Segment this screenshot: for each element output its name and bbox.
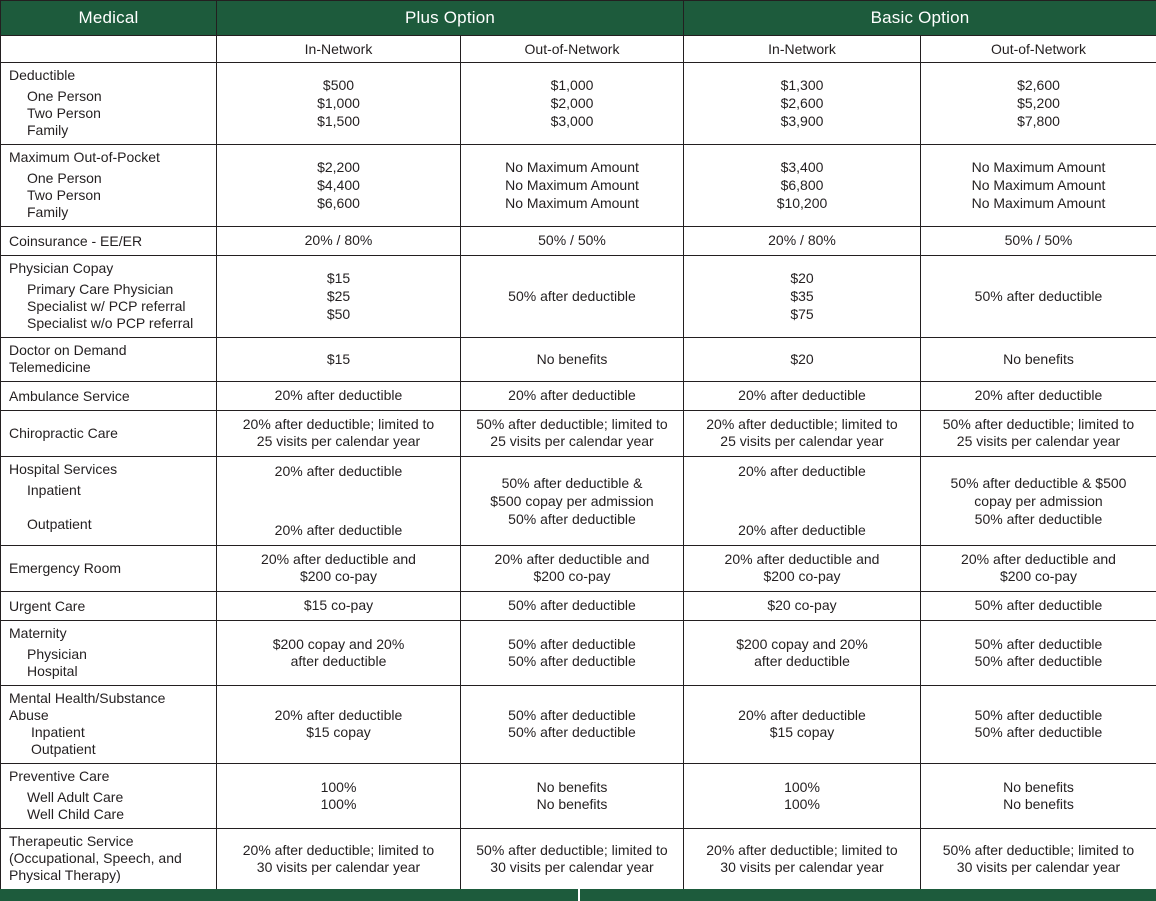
- cell-line: $50: [221, 305, 456, 323]
- cell-line: 20% after deductible; limited to: [688, 416, 916, 433]
- cell-line: 50% after deductible; limited to: [925, 842, 1152, 859]
- row-label: [1, 457, 217, 546]
- cell-line: 50% after deductible: [925, 724, 1152, 741]
- cell-line: $200 co-pay: [221, 568, 456, 585]
- cell-line: 20% after deductible and: [688, 551, 916, 568]
- cell-basic-out-of-network: [921, 764, 1156, 829]
- cell-line: $200 co-pay: [925, 568, 1152, 585]
- cell-line: 50% after deductible: [465, 288, 679, 305]
- cell-line: No benefits: [925, 796, 1152, 813]
- row-label-main-cont: Abuse: [9, 707, 216, 724]
- cell-line: 25 visits per calendar year: [465, 433, 679, 450]
- row-label-main-cont: Physical Therapy): [9, 867, 216, 884]
- cell-line: $6,800: [688, 176, 916, 194]
- table-row: [1, 338, 1156, 382]
- cell-line: 100%: [688, 779, 916, 796]
- cell-line: $1,000: [221, 94, 456, 112]
- cell-line: $4,400: [221, 176, 456, 194]
- table-header: [1, 1, 1156, 63]
- row-label: [1, 621, 217, 686]
- cell-line: 50% / 50%: [925, 232, 1152, 249]
- row-label-sub: Outpatient: [9, 741, 216, 758]
- row-label-sub: Inpatient: [9, 724, 216, 741]
- row-label-main: Emergency Room: [9, 560, 216, 577]
- cell-line: $200 copay and 20%: [688, 636, 916, 653]
- cell-line: 20% / 80%: [221, 232, 456, 249]
- cell-line: $15 co-pay: [221, 597, 456, 614]
- cell-line: 50% after deductible: [465, 636, 679, 653]
- cell-line: 20% after deductible: [221, 462, 456, 480]
- row-label-main: Deductible: [9, 67, 216, 84]
- cell-plus-in-network: [217, 829, 461, 890]
- cell-line: $500: [221, 76, 456, 94]
- cell-line: 100%: [688, 796, 916, 813]
- cell-basic-in-network: [684, 546, 921, 592]
- cell-plus-out-of-network: [461, 338, 684, 382]
- cell-plus-in-network: [217, 227, 461, 256]
- table-row: [1, 592, 1156, 621]
- cell-line: 50% after deductible; limited to: [465, 842, 679, 859]
- cell-line: 30 visits per calendar year: [688, 859, 916, 876]
- table-row: [1, 411, 1156, 457]
- cell-line: No Maximum Amount: [465, 176, 679, 194]
- cell-line: 20% after deductible: [465, 387, 679, 404]
- cell-line: $2,600: [688, 94, 916, 112]
- cell-line: 20% after deductible and: [925, 551, 1152, 568]
- cell-line: No benefits: [465, 351, 679, 368]
- cell-line: No benefits: [465, 796, 679, 813]
- table-row: [1, 546, 1156, 592]
- row-label: [1, 63, 217, 145]
- cell-plus-out-of-network: [461, 411, 684, 457]
- cell-line: $15 copay: [688, 724, 916, 741]
- footer-bar-left-segment: [0, 889, 578, 901]
- row-label-sub: Well Adult Care: [9, 789, 216, 806]
- cell-line: $200 co-pay: [465, 568, 679, 585]
- cell-line: 20% after deductible: [688, 462, 916, 480]
- row-label-main: Doctor on Demand: [9, 342, 216, 359]
- table-row: [1, 145, 1156, 227]
- row-label: [1, 592, 217, 621]
- cell-plus-in-network: [217, 621, 461, 686]
- cell-line: 30 visits per calendar year: [221, 859, 456, 876]
- cell-line: $6,600: [221, 194, 456, 212]
- row-label: [1, 382, 217, 411]
- cell-line: 20% after deductible: [221, 707, 456, 724]
- cell-basic-in-network: [684, 227, 921, 256]
- cell-plus-in-network: [217, 338, 461, 382]
- cell-plus-in-network: [217, 382, 461, 411]
- cell-line: $20 co-pay: [688, 597, 916, 614]
- cell-line: $1,500: [221, 112, 456, 130]
- cell-line: $200 copay and 20%: [221, 636, 456, 653]
- cell-basic-in-network: [684, 63, 921, 145]
- row-label: [1, 227, 217, 256]
- cell-plus-out-of-network: [461, 457, 684, 546]
- cell-line: $7,800: [925, 112, 1152, 130]
- cell-plus-in-network: [217, 686, 461, 764]
- cell-line: 20% after deductible; limited to: [221, 416, 456, 433]
- cell-basic-in-network: [684, 621, 921, 686]
- cell-line: $15: [221, 269, 456, 287]
- cell-line: $20: [688, 351, 916, 368]
- cell-plus-in-network: [217, 145, 461, 227]
- cell-line: 30 visits per calendar year: [465, 859, 679, 876]
- row-label: [1, 764, 217, 829]
- row-label: [1, 411, 217, 457]
- cell-line: No benefits: [925, 351, 1152, 368]
- row-label-sub: Primary Care Physician: [9, 281, 216, 298]
- cell-line: No Maximum Amount: [465, 158, 679, 176]
- cell-plus-in-network: [217, 256, 461, 338]
- row-label-main: Preventive Care: [9, 768, 216, 785]
- cell-line: $3,000: [465, 112, 679, 130]
- table-body: [1, 63, 1156, 890]
- cell-plus-out-of-network: [461, 145, 684, 227]
- cell-plus-in-network: [217, 457, 461, 546]
- cell-line: 50% after deductible: [465, 724, 679, 741]
- row-label-main: Urgent Care: [9, 598, 216, 615]
- cell-line: 50% after deductible: [925, 653, 1152, 670]
- cell-line: [688, 488, 916, 506]
- table-row: [1, 829, 1156, 890]
- cell-line: 50% after deductible: [465, 707, 679, 724]
- header-basic-out-of-network: Out-of-Network: [921, 36, 1156, 63]
- cell-line: 20% after deductible; limited to: [221, 842, 456, 859]
- cell-basic-in-network: [684, 382, 921, 411]
- cell-line: 20% after deductible: [221, 521, 456, 539]
- row-label-main: Ambulance Service: [9, 388, 216, 405]
- table-row: [1, 382, 1156, 411]
- header-empty-cell: [1, 36, 217, 63]
- cell-line: $35: [688, 287, 916, 305]
- cell-line: 20% / 80%: [688, 232, 916, 249]
- cell-line: No Maximum Amount: [925, 158, 1152, 176]
- cell-line: 20% after deductible: [688, 521, 916, 539]
- cell-plus-out-of-network: [461, 227, 684, 256]
- header-group-row: [1, 1, 1156, 36]
- cell-plus-out-of-network: [461, 256, 684, 338]
- row-label-sub: Specialist w/o PCP referral: [9, 315, 216, 332]
- cell-line: 25 visits per calendar year: [688, 433, 916, 450]
- cell-line: 20% after deductible: [925, 387, 1152, 404]
- header-basic-in-network: In-Network: [684, 36, 921, 63]
- cell-line: $15: [221, 351, 456, 368]
- table-row: [1, 256, 1156, 338]
- cell-basic-out-of-network: [921, 145, 1156, 227]
- cell-basic-in-network: [684, 145, 921, 227]
- cell-line: 100%: [221, 779, 456, 796]
- row-label-main: Physician Copay: [9, 260, 216, 277]
- cell-line: $2,000: [465, 94, 679, 112]
- cell-basic-out-of-network: [921, 411, 1156, 457]
- cell-line: 20% after deductible; limited to: [688, 842, 916, 859]
- cell-basic-in-network: [684, 457, 921, 546]
- row-label-sub: Well Child Care: [9, 806, 216, 823]
- row-label-sub: One Person: [9, 170, 216, 187]
- cell-basic-in-network: [684, 338, 921, 382]
- cell-line: 50% after deductible: [925, 510, 1152, 528]
- row-label-sub: Inpatient: [9, 482, 216, 499]
- cell-line: 20% after deductible and: [221, 551, 456, 568]
- table-row: [1, 457, 1156, 546]
- cell-basic-in-network: [684, 686, 921, 764]
- cell-line: $15 copay: [221, 724, 456, 741]
- row-label-sub: Outpatient: [9, 516, 216, 533]
- cell-basic-out-of-network: [921, 256, 1156, 338]
- cell-line: 50% after deductible: [925, 636, 1152, 653]
- cell-line: 25 visits per calendar year: [221, 433, 456, 450]
- row-label-sub: Specialist w/ PCP referral: [9, 298, 216, 315]
- footer-accent-bar: [0, 889, 1156, 901]
- cell-line: 20% after deductible and: [465, 551, 679, 568]
- cell-basic-out-of-network: [921, 457, 1156, 546]
- cell-line: 50% after deductible: [925, 707, 1152, 724]
- cell-line: $200 co-pay: [688, 568, 916, 585]
- cell-line: after deductible: [221, 653, 456, 670]
- cell-line: $1,300: [688, 76, 916, 94]
- cell-line: 50% after deductible & $500: [925, 474, 1152, 492]
- row-label: [1, 829, 217, 890]
- footer-bar-right-segment: [580, 889, 1156, 901]
- cell-plus-in-network: [217, 592, 461, 621]
- cell-line: 50% after deductible; limited to: [925, 416, 1152, 433]
- cell-basic-out-of-network: [921, 546, 1156, 592]
- cell-plus-out-of-network: [461, 829, 684, 890]
- row-label-sub: Family: [9, 122, 216, 139]
- cell-line: 50% after deductible &: [465, 474, 679, 492]
- row-label-main: Maximum Out-of-Pocket: [9, 149, 216, 166]
- table-row: [1, 63, 1156, 145]
- cell-line: 50% after deductible: [925, 597, 1152, 614]
- cell-line: $500 copay per admission: [465, 492, 679, 510]
- cell-plus-in-network: [217, 63, 461, 145]
- row-label-sub: Physician: [9, 646, 216, 663]
- row-label-main: Therapeutic Service: [9, 833, 216, 850]
- cell-basic-out-of-network: [921, 338, 1156, 382]
- row-label-sub: Hospital: [9, 663, 216, 680]
- row-label-main: Maternity: [9, 625, 216, 642]
- table-row: [1, 686, 1156, 764]
- cell-line: 50% after deductible: [465, 597, 679, 614]
- cell-basic-in-network: [684, 829, 921, 890]
- header-plus-out-of-network: Out-of-Network: [461, 36, 684, 63]
- cell-line: 50% after deductible; limited to: [465, 416, 679, 433]
- header-medical: Medical: [1, 1, 217, 36]
- cell-basic-in-network: [684, 411, 921, 457]
- cell-line: $1,000: [465, 76, 679, 94]
- cell-line: $2,200: [221, 158, 456, 176]
- cell-plus-out-of-network: [461, 63, 684, 145]
- cell-line: 20% after deductible: [221, 387, 456, 404]
- cell-line: 50% after deductible: [465, 510, 679, 528]
- row-label: [1, 686, 217, 764]
- header-plus-in-network: In-Network: [217, 36, 461, 63]
- header-plus-option: Plus Option: [217, 1, 684, 36]
- cell-line: No Maximum Amount: [925, 194, 1152, 212]
- cell-line: $2,600: [925, 76, 1152, 94]
- cell-line: 20% after deductible: [688, 387, 916, 404]
- cell-line: 20% after deductible: [688, 707, 916, 724]
- table-row: [1, 621, 1156, 686]
- cell-line: after deductible: [688, 653, 916, 670]
- cell-line: 25 visits per calendar year: [925, 433, 1152, 450]
- cell-plus-in-network: [217, 764, 461, 829]
- cell-line: No Maximum Amount: [925, 176, 1152, 194]
- cell-line: $3,400: [688, 158, 916, 176]
- cell-line: $5,200: [925, 94, 1152, 112]
- cell-basic-out-of-network: [921, 592, 1156, 621]
- header-basic-option: Basic Option: [684, 1, 1156, 36]
- cell-line: No Maximum Amount: [465, 194, 679, 212]
- row-label-main-cont: Telemedicine: [9, 359, 216, 376]
- cell-plus-out-of-network: [461, 592, 684, 621]
- row-label: [1, 145, 217, 227]
- row-label-sub: One Person: [9, 88, 216, 105]
- row-label-sub: Family: [9, 204, 216, 221]
- cell-line: copay per admission: [925, 492, 1152, 510]
- row-label-sub: Two Person: [9, 105, 216, 122]
- row-label-main: Chiropractic Care: [9, 425, 216, 442]
- cell-plus-out-of-network: [461, 621, 684, 686]
- cell-basic-out-of-network: [921, 227, 1156, 256]
- row-label-sub: [9, 499, 216, 516]
- row-label: [1, 546, 217, 592]
- cell-basic-in-network: [684, 764, 921, 829]
- cell-basic-out-of-network: [921, 621, 1156, 686]
- cell-line: 30 visits per calendar year: [925, 859, 1152, 876]
- cell-line: No benefits: [925, 779, 1152, 796]
- cell-plus-in-network: [217, 411, 461, 457]
- cell-plus-out-of-network: [461, 764, 684, 829]
- cell-basic-in-network: [684, 592, 921, 621]
- cell-plus-out-of-network: [461, 382, 684, 411]
- cell-line: 50% / 50%: [465, 232, 679, 249]
- table-row: [1, 764, 1156, 829]
- cell-plus-out-of-network: [461, 686, 684, 764]
- cell-plus-in-network: [217, 546, 461, 592]
- cell-line: 50% after deductible: [465, 653, 679, 670]
- row-label-main: Mental Health/Substance: [9, 690, 216, 707]
- row-label-sub: Two Person: [9, 187, 216, 204]
- cell-basic-in-network: [684, 256, 921, 338]
- cell-line: $25: [221, 287, 456, 305]
- cell-basic-out-of-network: [921, 829, 1156, 890]
- cell-line: $20: [688, 269, 916, 287]
- cell-line: 100%: [221, 796, 456, 813]
- row-label-main: Coinsurance - EE/ER: [9, 233, 216, 250]
- cell-line: [221, 488, 456, 506]
- table-row: [1, 227, 1156, 256]
- cell-line: No benefits: [465, 779, 679, 796]
- row-label-main-cont: (Occupational, Speech, and: [9, 850, 216, 867]
- cell-basic-out-of-network: [921, 686, 1156, 764]
- cell-line: 50% after deductible: [925, 288, 1152, 305]
- cell-plus-out-of-network: [461, 546, 684, 592]
- cell-line: $10,200: [688, 194, 916, 212]
- row-label-main: Hospital Services: [9, 461, 216, 478]
- cell-line: $75: [688, 305, 916, 323]
- row-label: [1, 338, 217, 382]
- cell-basic-out-of-network: [921, 382, 1156, 411]
- header-network-row: [1, 36, 1156, 63]
- cell-basic-out-of-network: [921, 63, 1156, 145]
- cell-line: $3,900: [688, 112, 916, 130]
- row-label: [1, 256, 217, 338]
